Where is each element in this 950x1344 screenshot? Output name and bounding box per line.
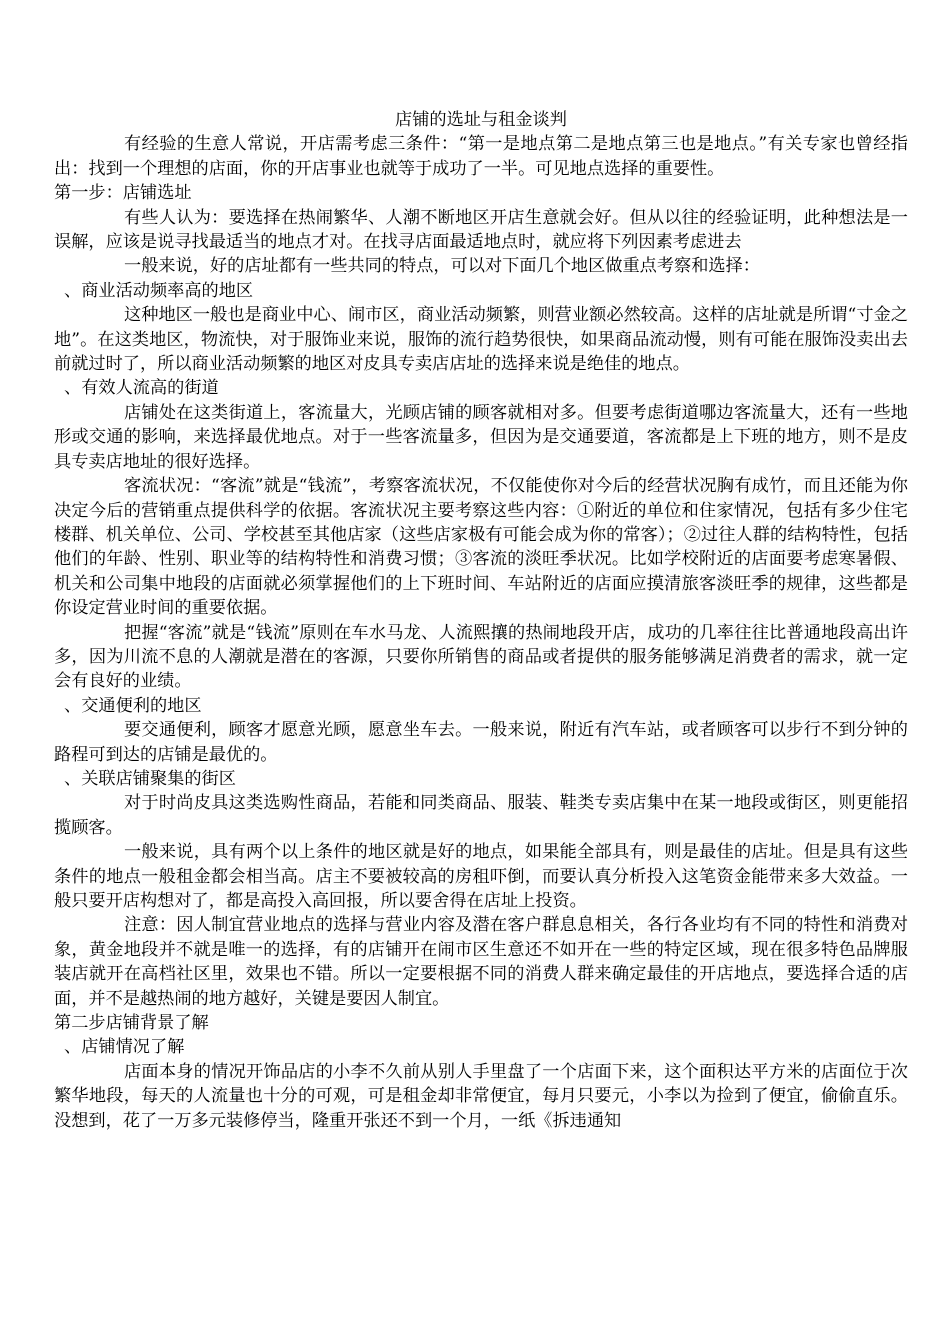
step1-heading: 第一步：店铺选址 xyxy=(54,183,192,204)
step1-paragraph-3: 一般来说，具有两个以上条件的地区就是好的地点，如果能全部具有，则是最佳的店址。但是具有这些条件的地点一般租金都会相当高。店主不要被较高的房租吓倒，而要认真分析投入这笔资金能带来多大效益。一般只要开店构想对了，都是高投入高回报，所以要舍得在店址上投资。 xyxy=(54,842,908,911)
step1-paragraph-2: 一般来说，好的店址都有一些共同的特点，可以对下面几个地区做重点考察和选择： xyxy=(124,256,760,277)
section-1-paragraph: 这种地区一般也是商业中心、闹市区，商业活动频繁，则营业额必然较高。这样的店址就是所谓“寸金之地”。在这类地区，物流快，对于服饰业来说，服饰的流行趋势很快，如果商品流动慢，则有可能在服饰没卖出去前就过时了，所以商业活动频繁的地区对皮具专卖店店址的选择来说是绝佳的地点。 xyxy=(54,305,908,375)
section-3-title: 、交通便利的地区 xyxy=(64,695,202,716)
step1-paragraph-1: 有些人认为：要选择在热闹繁华、人潮不断地区开店生意就会好。但从以往的经验证明，此种想法是一误解，应该是说寻找最适当的地点才对。在找寻店面最适地点时，就应将下列因素考虑进去 xyxy=(54,207,908,253)
section-4-paragraph: 对于时尚皮具这类选购性商品，若能和同类商品、服装、鞋类专卖店集中在某一地段或街区，则更能招揽顾客。 xyxy=(54,793,908,838)
step2-heading: 第二步店铺背景了解 xyxy=(54,1013,209,1034)
section-2-title: 、有效人流高的街道 xyxy=(64,378,219,399)
section-2-paragraph-3: 把握“客流”就是“钱流”原则在车水马龙、人流熙攘的热闹地段开店，成功的几率往往比普通地段高出许多，因为川流不息的人潮就是潜在的客源，只要你所销售的商品或者提供的服务能够满足消费者的需求，就一定会有良好的业绩。 xyxy=(54,622,908,692)
step2-section-1-paragraph: 店面本身的情况开饰品店的小李不久前从别人手里盘了一个店面下来，这个面积达平方米的店面位于次繁华地段，每天的人流量也十分的可观，可是租金却非常便宜，每月只要元，小李以为捡到了便宜，偷偷直乐。没想到，花了一万多元装修停当，隆重开张还不到一个月，一纸《拆违通知 xyxy=(54,1061,908,1131)
step2-section-1-title: 、店铺情况了解 xyxy=(64,1037,185,1058)
step1-paragraph-4: 注意：因人制宜营业地点的选择与营业内容及潜在客户群息息相关，各行各业均有不同的特性和消费对象，黄金地段并不就是唯一的选择，有的店铺开在闹市区生意还不如开在一些的特定区域，现在很多特色品牌服装店就开在高档社区里，效果也不错。所以一定要根据不同的消费人群来确定最佳的开店地点，要选择合适的店面，并不是越热闹的地方越好，关键是要因人制宜。 xyxy=(54,915,908,1009)
section-3-paragraph: 要交通便利，顾客才愿意光顾，愿意坐车去。一般来说，附近有汽车站，或者顾客可以步行不到分钟的路程可到达的店铺是最优的。 xyxy=(54,720,908,765)
section-1-title: 、商业活动频率高的地区 xyxy=(64,280,254,301)
section-2-paragraph-2: 客流状况：“客流”就是“钱流”，考察客流状况，不仅能使你对今后的经营状况胸有成竹，而且还能为你决定今后的营销重点提供科学的依据。客流状况主要考察这些内容：①附近的单位和住家情况，包括有多少住宅楼群、机关单位、公司、学校甚至其他店家（这些店家极有可能会成为你的常客）；②过往人群的结构特性，包括他们的年龄、性别、职业等的结构特性和消费习惯；③客流的淡旺季状况。比如学校附近的店面要考虑寒暑假、机关和公司集中地段的店面就必须掌握他们的上下班时间、车站附近的店面应摸清旅客淡旺季的规律，这些都是你设定营业时间的重要依据。 xyxy=(54,476,908,619)
document-title: 店铺的选址与租金谈判 xyxy=(395,110,567,130)
document-page xyxy=(54,108,908,1133)
intro-paragraph: 有经验的生意人常说，开店需考虑三条件：“第一是地点第二是地点第三也是地点。”有关专家也曾经指出：找到一个理想的店面，你的开店事业也就等于成功了一半。可见地点选择的重要性。 xyxy=(54,134,908,179)
section-4-title: 、关联店铺聚集的街区 xyxy=(64,768,236,789)
section-2-paragraph-1: 店铺处在这类街道上，客流量大，光顾店铺的顾客就相对多。但要考虑街道哪边客流量大，还有一些地形或交通的影响，来选择最优地点。对于一些客流量多，但因为是交通要道，客流都是上下班的地方，则不是皮具专卖店地址的很好选择。 xyxy=(54,402,908,472)
